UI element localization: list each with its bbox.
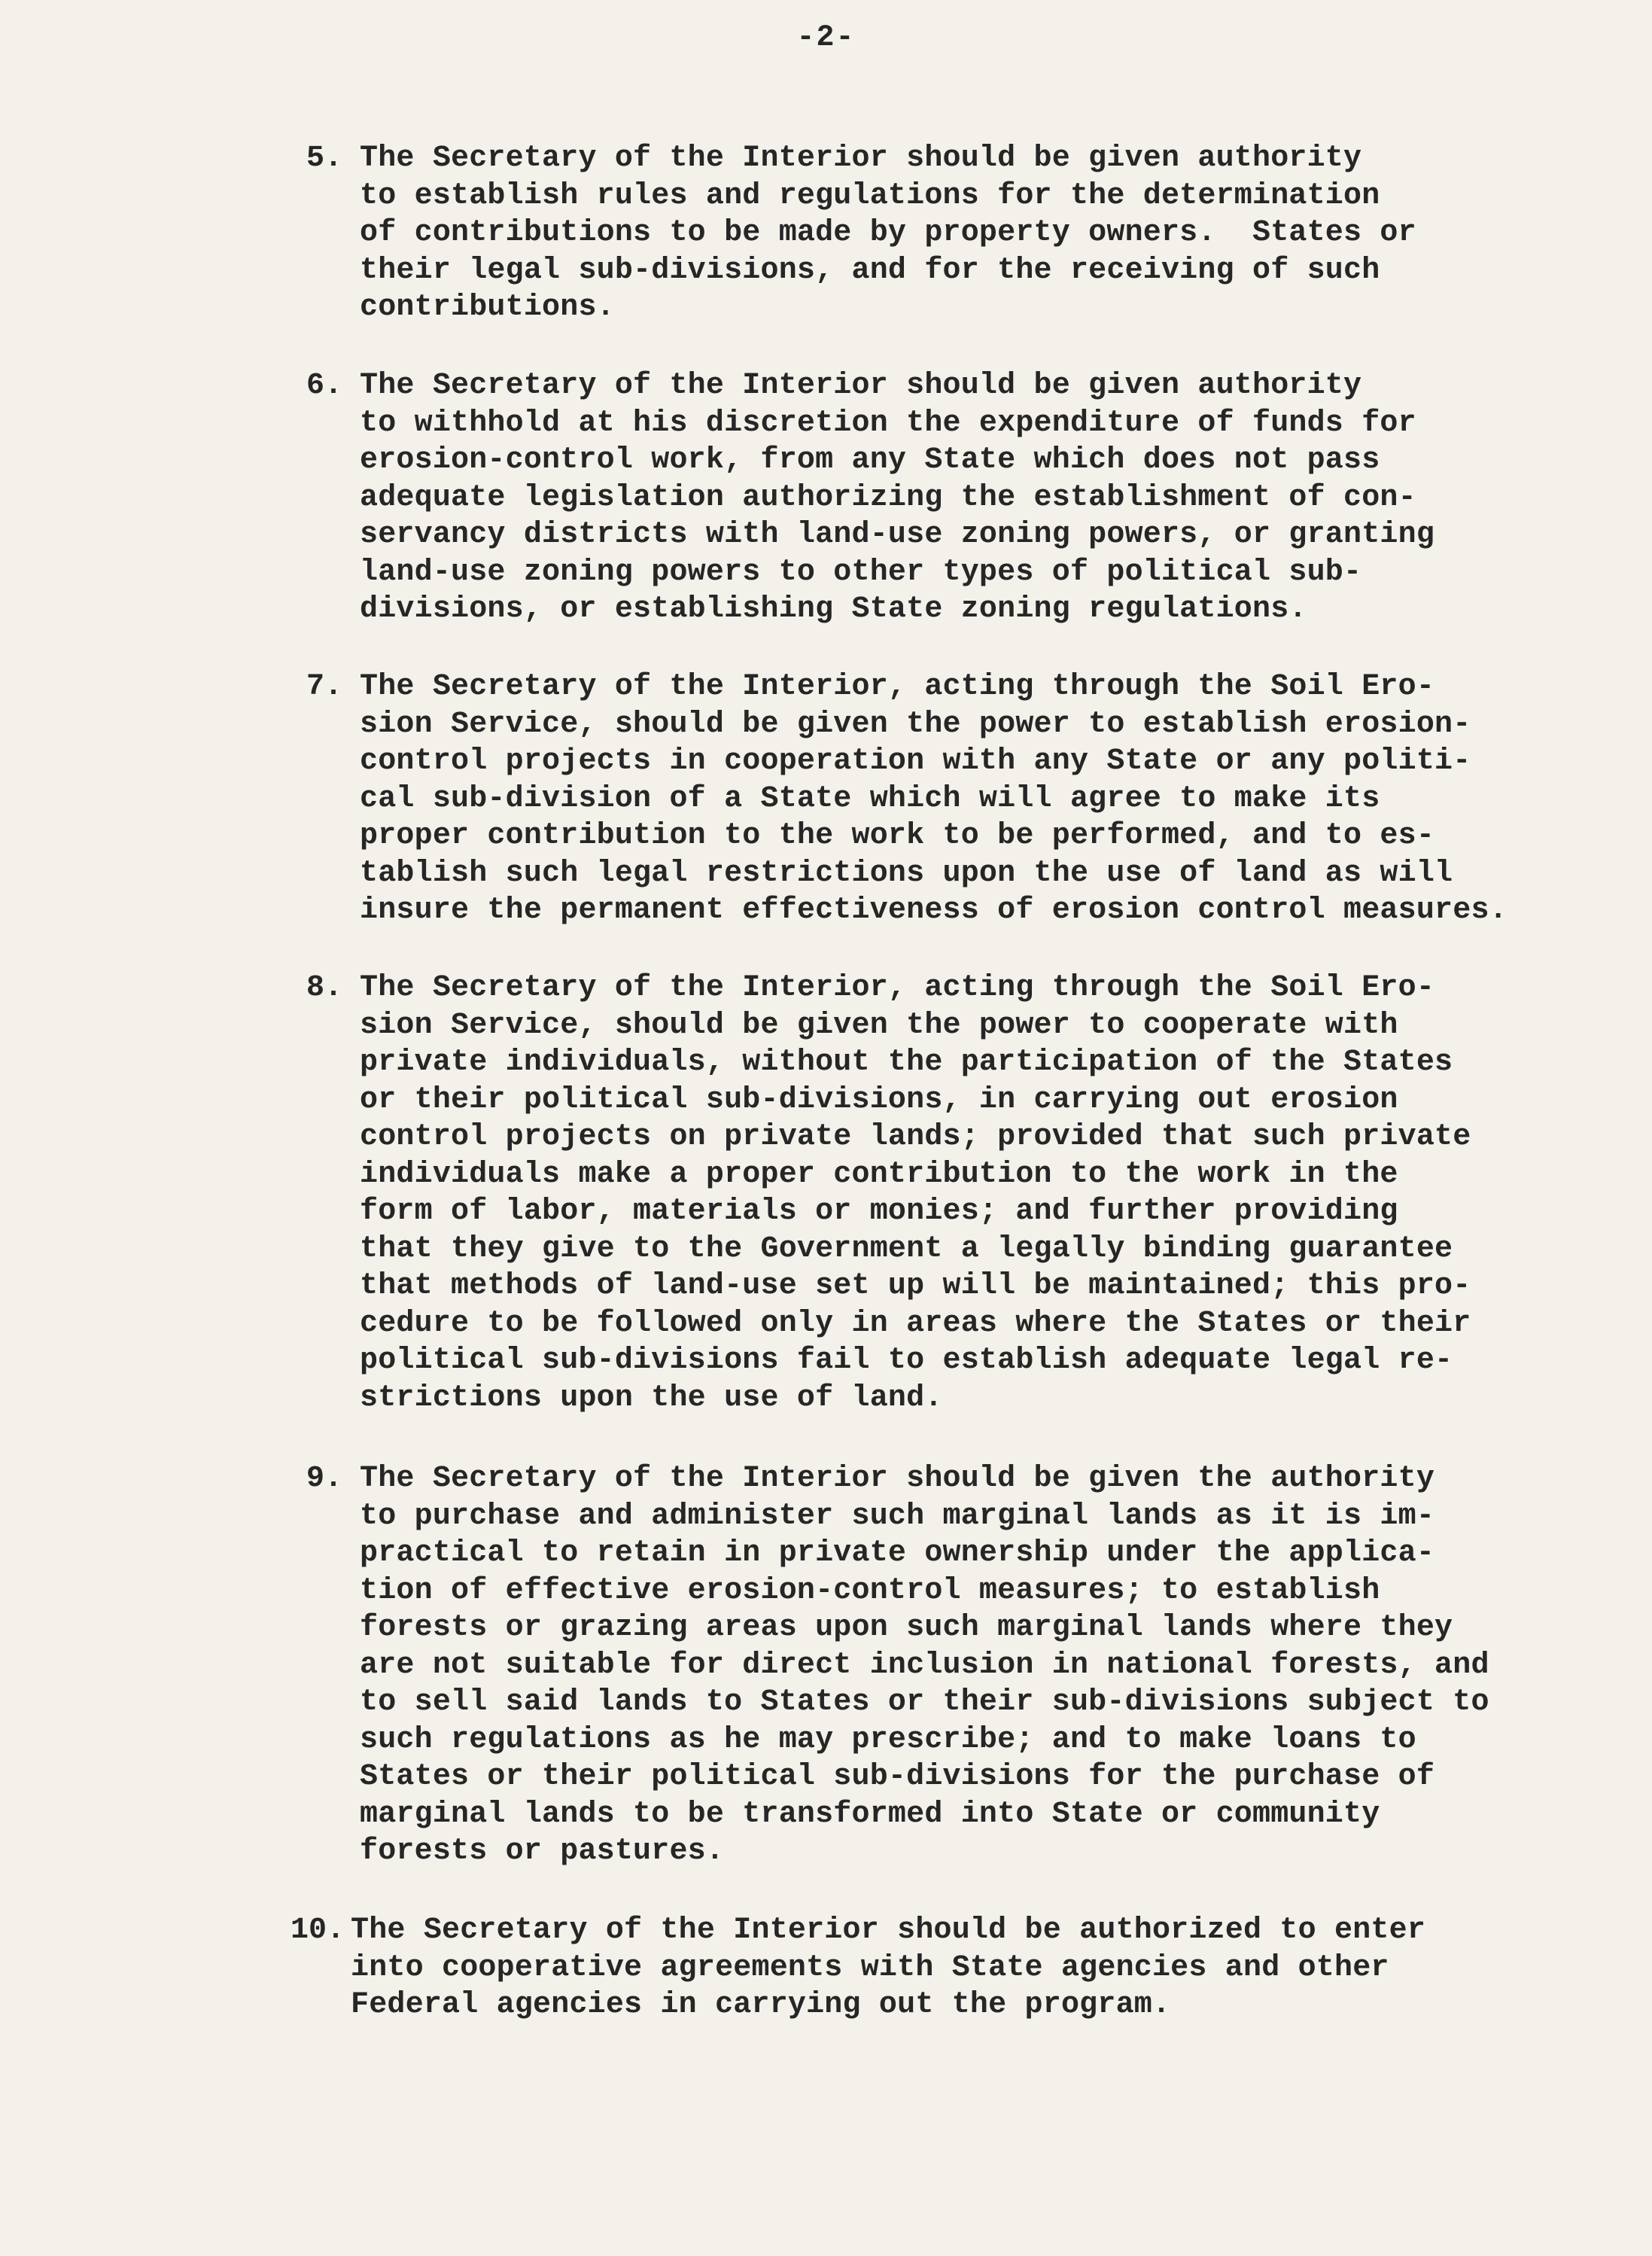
- text-line: sion Service, should be given the power to establish erosion-: [360, 707, 1471, 741]
- text-line: servancy districts with land-use zoning powers, or granting: [360, 518, 1435, 552]
- text-line: that methods of land-use set up will be maintained; this pro-: [360, 1269, 1471, 1303]
- item-paragraph: [360, 970, 1564, 1417]
- item-number: 9.: [306, 1462, 342, 1496]
- text-line: private individuals, without the participation of the States: [360, 1046, 1453, 1079]
- text-line: individuals make a proper contribution to the work in the: [360, 1157, 1398, 1192]
- page-number: -2-: [796, 21, 856, 55]
- item-number: 6.: [306, 369, 342, 403]
- text-line: tion of effective erosion-control measures; to establish: [360, 1573, 1380, 1608]
- text-line: land-use zoning powers to other types of political sub-: [360, 555, 1362, 589]
- text-line: States or their political sub-divisions for the purchase of: [360, 1760, 1435, 1794]
- text-line: practical to retain in private ownership under the applica-: [360, 1536, 1435, 1570]
- text-line: that they give to the Government a legally binding guarantee: [360, 1232, 1453, 1266]
- text-line: erosion-control work, from any State which does not pass: [360, 443, 1380, 477]
- item-number: 8.: [306, 971, 342, 1005]
- text-line: The Secretary of the Interior, acting through the Soil Ero-: [360, 971, 1435, 1005]
- text-line: their legal sub-divisions, and for the receiving of such: [360, 253, 1380, 288]
- text-line: The Secretary of the Interior should be given authority: [360, 142, 1362, 175]
- text-line: The Secretary of the Interior should be authorized to enter: [351, 1913, 1426, 1947]
- text-line: cedure to be followed only in areas where the States or their: [360, 1306, 1471, 1341]
- text-line: are not suitable for direct inclusion in national forests, and: [360, 1648, 1489, 1682]
- text-line: proper contribution to the work to be performed, and to es-: [360, 819, 1435, 853]
- text-line: forests or grazing areas upon such marginal lands where they: [360, 1611, 1453, 1645]
- text-line: to purchase and administer such marginal lands as it is im-: [360, 1499, 1435, 1533]
- text-line: Federal agencies in carrying out the program.: [351, 1988, 1171, 2022]
- text-line: insure the permanent effectiveness of erosion control measures.: [360, 894, 1507, 927]
- item-paragraph: [351, 1912, 1555, 2024]
- item-number: 7.: [306, 670, 342, 704]
- text-line: The Secretary of the Interior, acting through the Soil Ero-: [360, 670, 1435, 704]
- text-line: contributions.: [360, 291, 615, 324]
- text-line: control projects on private lands; provided that such private: [360, 1120, 1471, 1154]
- text-line: into cooperative agreements with State agencies and other: [351, 1950, 1389, 1985]
- text-line: divisions, or establishing State zoning regulations.: [360, 592, 1307, 626]
- item-number: 10.: [290, 1913, 345, 1947]
- text-line: of contributions to be made by property owners. States or: [360, 216, 1416, 250]
- text-line: cal sub-division of a State which will agree to make its: [360, 781, 1380, 816]
- item-number: 5.: [306, 142, 342, 175]
- text-line: The Secretary of the Interior should be given authority: [360, 369, 1362, 403]
- text-line: to establish rules and regulations for the determination: [360, 178, 1380, 213]
- text-line: tablish such legal restrictions upon the use of land as will: [360, 856, 1453, 891]
- text-line: strictions upon the use of land.: [360, 1381, 943, 1415]
- text-line: form of labor, materials or monies; and further providing: [360, 1195, 1398, 1228]
- text-line: control projects in cooperation with any State or any politi-: [360, 744, 1471, 778]
- text-line: adequate legislation authorizing the establishment of con-: [360, 480, 1416, 515]
- text-line: political sub-divisions fail to establish adequate legal re-: [360, 1344, 1453, 1378]
- text-line: such regulations as he may prescribe; and to make loans to: [360, 1722, 1416, 1757]
- text-line: to sell said lands to States or their sub-divisions subject to: [360, 1685, 1489, 1719]
- text-line: forests or pastures.: [360, 1834, 725, 1868]
- item-paragraph: [360, 668, 1564, 930]
- text-line: marginal lands to be transformed into State or community: [360, 1797, 1380, 1831]
- item-paragraph: [360, 1460, 1564, 1871]
- text-line: or their political sub-divisions, in carrying out erosion: [360, 1082, 1398, 1117]
- text-line: The Secretary of the Interior should be given the authority: [360, 1462, 1435, 1496]
- text-line: sion Service, should be given the power to cooperate with: [360, 1008, 1398, 1043]
- text-line: to withhold at his discretion the expenditure of funds for: [360, 406, 1416, 440]
- item-paragraph: [360, 140, 1564, 327]
- item-paragraph: [360, 367, 1564, 629]
